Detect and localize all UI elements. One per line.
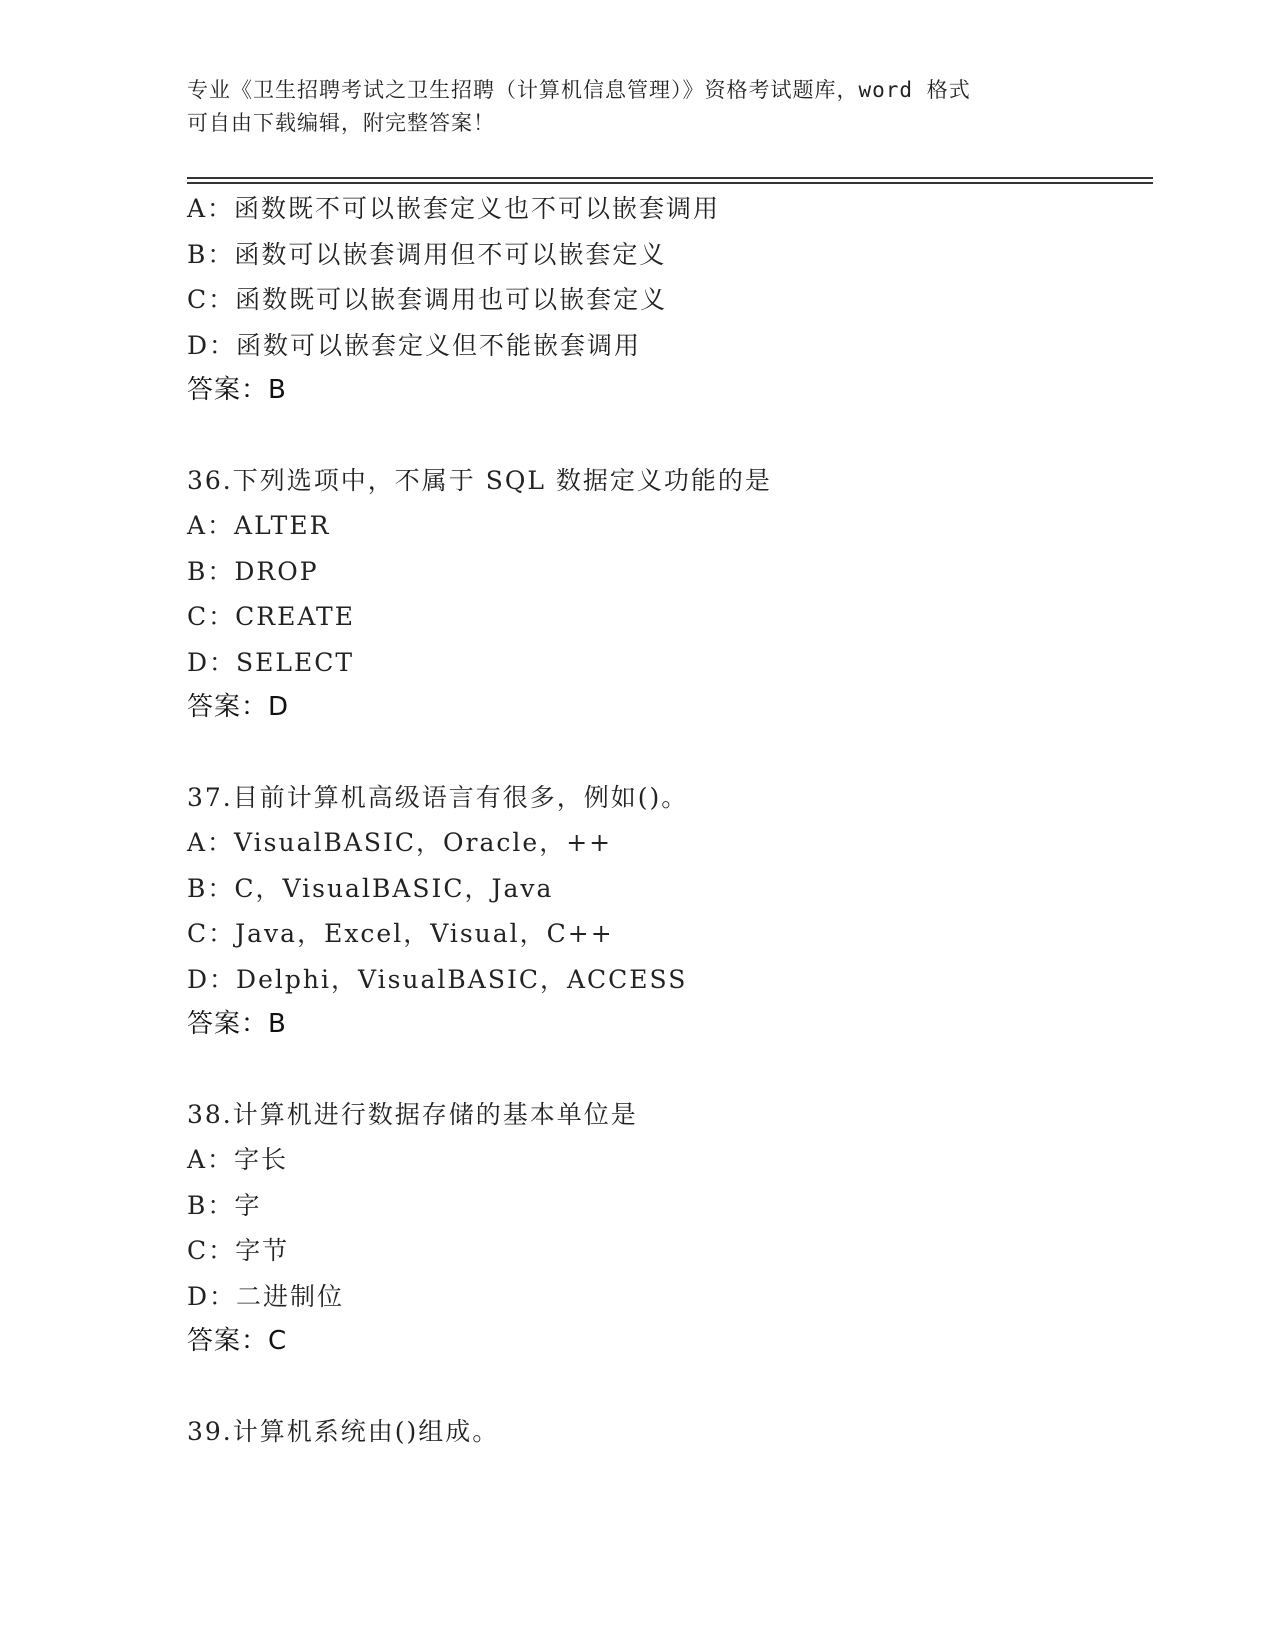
- q38-question: 38.计算机进行数据存储的基本单位是: [187, 1099, 638, 1129]
- q37-option-a: A：VisualBASIC，Oracle，++: [187, 828, 613, 857]
- question-37-block: [187, 775, 1147, 1048]
- spacer: [187, 731, 1147, 775]
- q36-option-b: B：DROP: [187, 556, 319, 586]
- q37-option-b: B：C，VisualBASIC，Java: [187, 873, 554, 903]
- q37-option-d: D：Delphi，VisualBASIC，ACCESS: [187, 964, 688, 994]
- spacer: [187, 1048, 1147, 1092]
- q38-option-c: C：字节: [187, 1236, 290, 1265]
- q38-option-a: A：字长: [187, 1145, 289, 1174]
- header-title-line-2: 可自由下载编辑，附完整答案！: [187, 111, 495, 135]
- q39-question: 39.计算机系统由()组成。: [187, 1416, 500, 1446]
- q37-option-c: C：Java，Excel，Visual，C++: [187, 919, 614, 948]
- q36-question: 36.下列选项中，不属于 SQL 数据定义功能的是: [187, 465, 772, 495]
- question-36-block: [187, 458, 1147, 731]
- header-title-line-1: 专业《卫生招聘考试之卫生招聘（计算机信息管理）》资格考试题库，word 格式: [187, 78, 971, 102]
- document-header: [187, 74, 1067, 140]
- spacer: [187, 414, 1147, 458]
- q35-option-a: A：函数既不可以嵌套定义也不可以嵌套调用: [187, 194, 721, 223]
- q38-answer: 答案：C: [187, 1326, 288, 1356]
- question-35-block: [187, 186, 1147, 414]
- q37-question: 37.目前计算机高级语言有很多，例如()。: [187, 782, 689, 812]
- question-38-block: [187, 1092, 1147, 1365]
- q36-answer: 答案：D: [187, 692, 290, 722]
- q36-option-d: D：SELECT: [187, 647, 355, 677]
- question-39-block: [187, 1409, 1147, 1455]
- q35-option-d: D：函数可以嵌套定义但不能嵌套调用: [187, 330, 642, 360]
- q35-option-c: C：函数既可以嵌套调用也可以嵌套定义: [187, 285, 668, 314]
- q35-option-b: B：函数可以嵌套调用但不可以嵌套定义: [187, 239, 667, 269]
- question-list: [187, 186, 1147, 1454]
- q38-option-b: B：字: [187, 1190, 262, 1220]
- q38-option-d: D：二进制位: [187, 1281, 345, 1311]
- q37-answer: 答案：B: [187, 1009, 287, 1039]
- spacer: [187, 1365, 1147, 1409]
- q35-answer: 答案：B: [187, 375, 287, 405]
- header-divider-bottom: [187, 182, 1153, 184]
- header-divider-top: [187, 177, 1153, 179]
- q36-option-a: A：ALTER: [187, 511, 331, 540]
- q36-option-c: C：CREATE: [187, 602, 355, 631]
